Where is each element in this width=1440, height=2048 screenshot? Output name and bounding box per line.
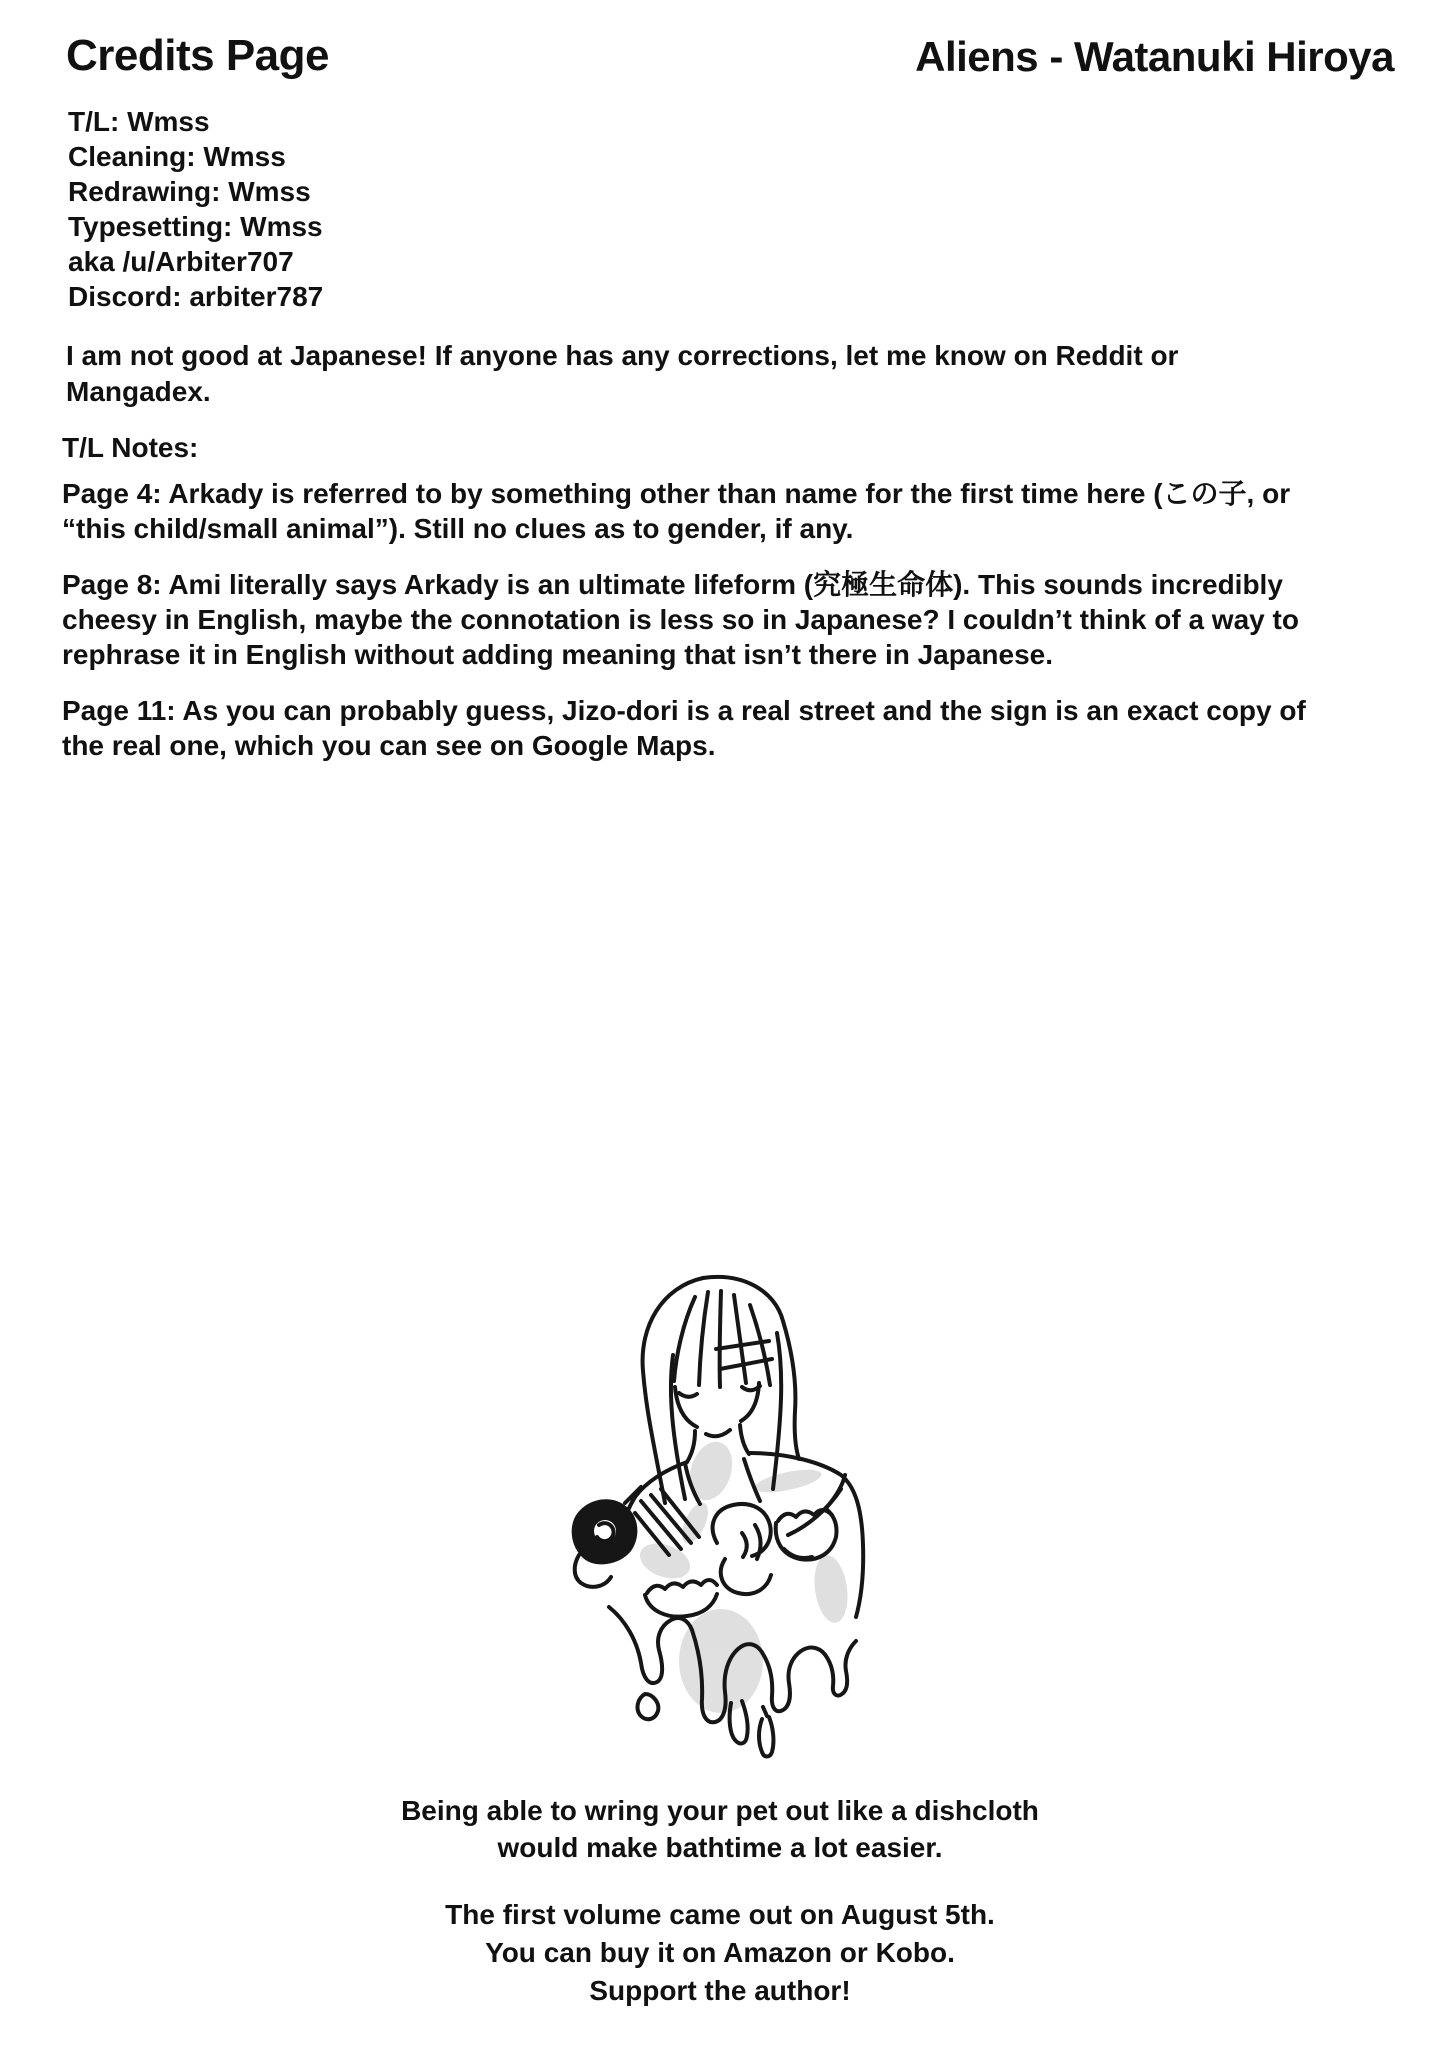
release-line: Support the author! bbox=[589, 1975, 851, 2006]
release-line: You can buy it on Amazon or Kobo. bbox=[485, 1937, 955, 1968]
credit-line: Discord: arbiter787 bbox=[68, 281, 324, 312]
tl-note: Page 8: Ami literally says Arkady is an ultimate lifeform (究極生命体). This sounds incredibly cheesy in English, maybe the connotation is less so in Japanese? I couldn’t think of a way to rephrase it in English without adding meaning that isn’t there in Japanese. bbox=[62, 569, 1299, 670]
credit-line: Typesetting: Wmss bbox=[68, 211, 323, 242]
tl-notes-heading: T/L Notes: bbox=[62, 432, 199, 463]
intro-text: I am not good at Japanese! If anyone has any corrections, let me know on Reddit or Mangadex. bbox=[66, 340, 1179, 407]
credit-line: T/L: Wmss bbox=[68, 106, 210, 137]
tl-note: Page 4: Arkady is referred to by something other than name for the first time here (この子, or “this child/small animal”). Still no clues as to gender, if any. bbox=[62, 478, 1291, 544]
credit-line: aka /u/Arbiter707 bbox=[68, 246, 294, 277]
page-title: Credits Page bbox=[66, 31, 329, 80]
pet-wringing-illustration-svg bbox=[545, 1263, 905, 1803]
release-note bbox=[0, 1896, 1440, 2010]
release-line: The first volume came out on August 5th. bbox=[445, 1899, 995, 1930]
tl-note: Page 11: As you can probably guess, Jizo-dori is a real street and the sign is an exact copy of the real one, which you can see on Google Maps. bbox=[62, 695, 1306, 761]
credit-line: Cleaning: Wmss bbox=[68, 141, 286, 172]
series-title: Aliens - Watanuki Hiroya bbox=[915, 33, 1394, 80]
caption-line: Being able to wring your pet out like a dishcloth bbox=[401, 1795, 1039, 1826]
credit-line: Redrawing: Wmss bbox=[68, 176, 311, 207]
tl-notes-list bbox=[62, 476, 1332, 784]
illustration-caption bbox=[0, 1792, 1440, 1866]
pet-wringing-illustration bbox=[545, 1263, 905, 1803]
credits-list bbox=[68, 104, 323, 314]
caption-line: would make bathtime a lot easier. bbox=[497, 1832, 943, 1863]
